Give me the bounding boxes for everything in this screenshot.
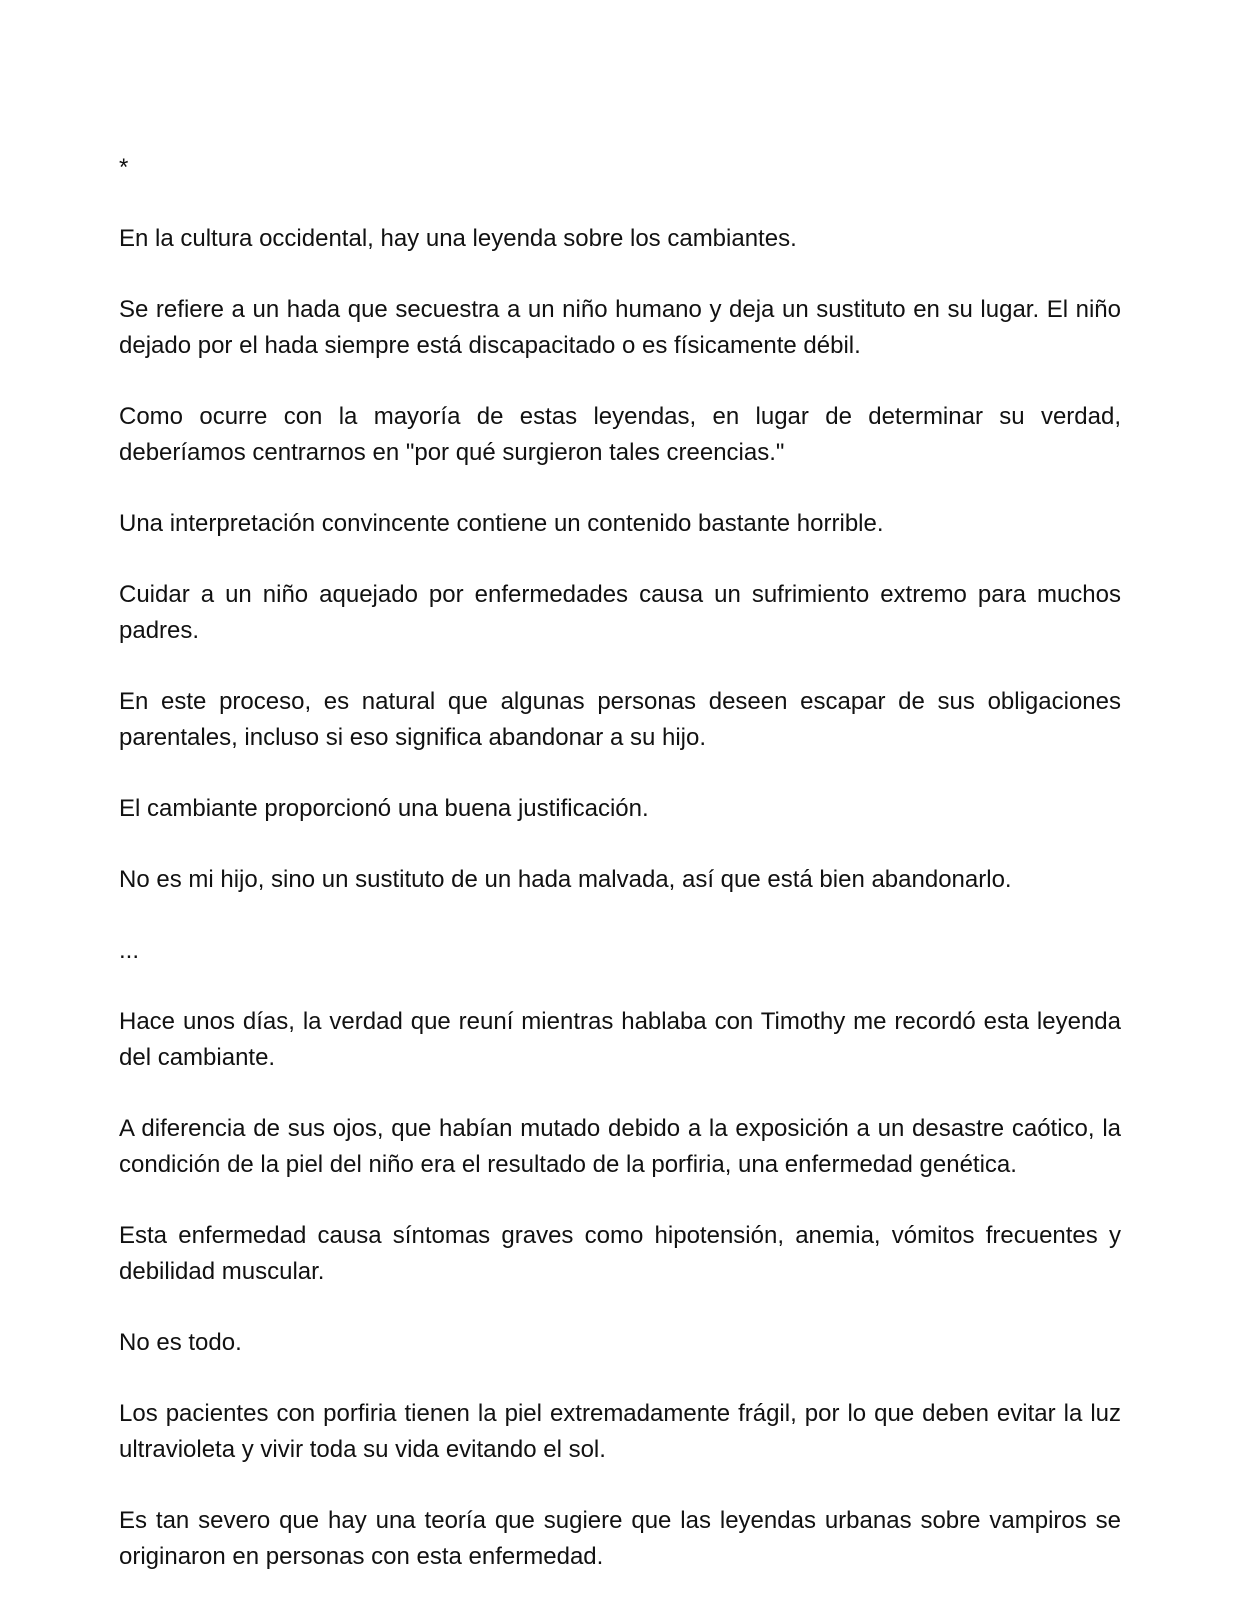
paragraph: Esta enfermedad causa síntomas graves como hipotensión, anemia, vómitos frecuentes y debilidad muscular. xyxy=(119,1222,1121,1285)
scene-break-asterisk: * xyxy=(119,154,129,181)
paragraph: Hace unos días, la verdad que reuní mientras hablaba con Timothy me recordó esta leyenda del cambiante. xyxy=(119,1008,1121,1071)
paragraph: No es mi hijo, sino un sustituto de un hada malvada, así que está bien abandonarlo. xyxy=(119,866,1012,893)
paragraph: Cuidar a un niño aquejado por enfermedades causa un sufrimiento extremo para muchos padres. xyxy=(119,581,1121,644)
paragraph: En este proceso, es natural que algunas personas deseen escapar de sus obligaciones parentales, incluso si eso significa abandonar a su hijo. xyxy=(119,688,1121,751)
paragraph: A diferencia de sus ojos, que habían mutado debido a la exposición a un desastre caótico, la condición de la piel del niño era el resultado de la porfiria, una enfermedad genética. xyxy=(119,1115,1121,1178)
paragraph: Se refiere a un hada que secuestra a un niño humano y deja un sustituto en su lugar. El niño dejado por el hada siempre está discapacitado o es físicamente débil. xyxy=(119,296,1121,359)
paragraph: Los pacientes con porfiria tienen la piel extremadamente frágil, por lo que deben evitar la luz ultravioleta y vivir toda su vida evitando el sol. xyxy=(119,1400,1121,1463)
paragraph: El cambiante proporcionó una buena justificación. xyxy=(119,795,649,822)
paragraph: Como ocurre con la mayoría de estas leyendas, en lugar de determinar su verdad, deberíamos centrarnos en "por qué surgieron tales creencias." xyxy=(119,403,1121,466)
paragraph: No es todo. xyxy=(119,1329,242,1356)
paragraph: En la cultura occidental, hay una leyenda sobre los cambiantes. xyxy=(119,225,797,252)
scene-break-ellipsis: ... xyxy=(119,937,140,964)
paragraph: Es tan severo que hay una teoría que sugiere que las leyendas urbanas sobre vampiros se originaron en personas con esta enfermedad. xyxy=(119,1507,1121,1570)
paragraph: Una interpretación convincente contiene un contenido bastante horrible. xyxy=(119,510,884,537)
document-page xyxy=(119,150,1121,1575)
